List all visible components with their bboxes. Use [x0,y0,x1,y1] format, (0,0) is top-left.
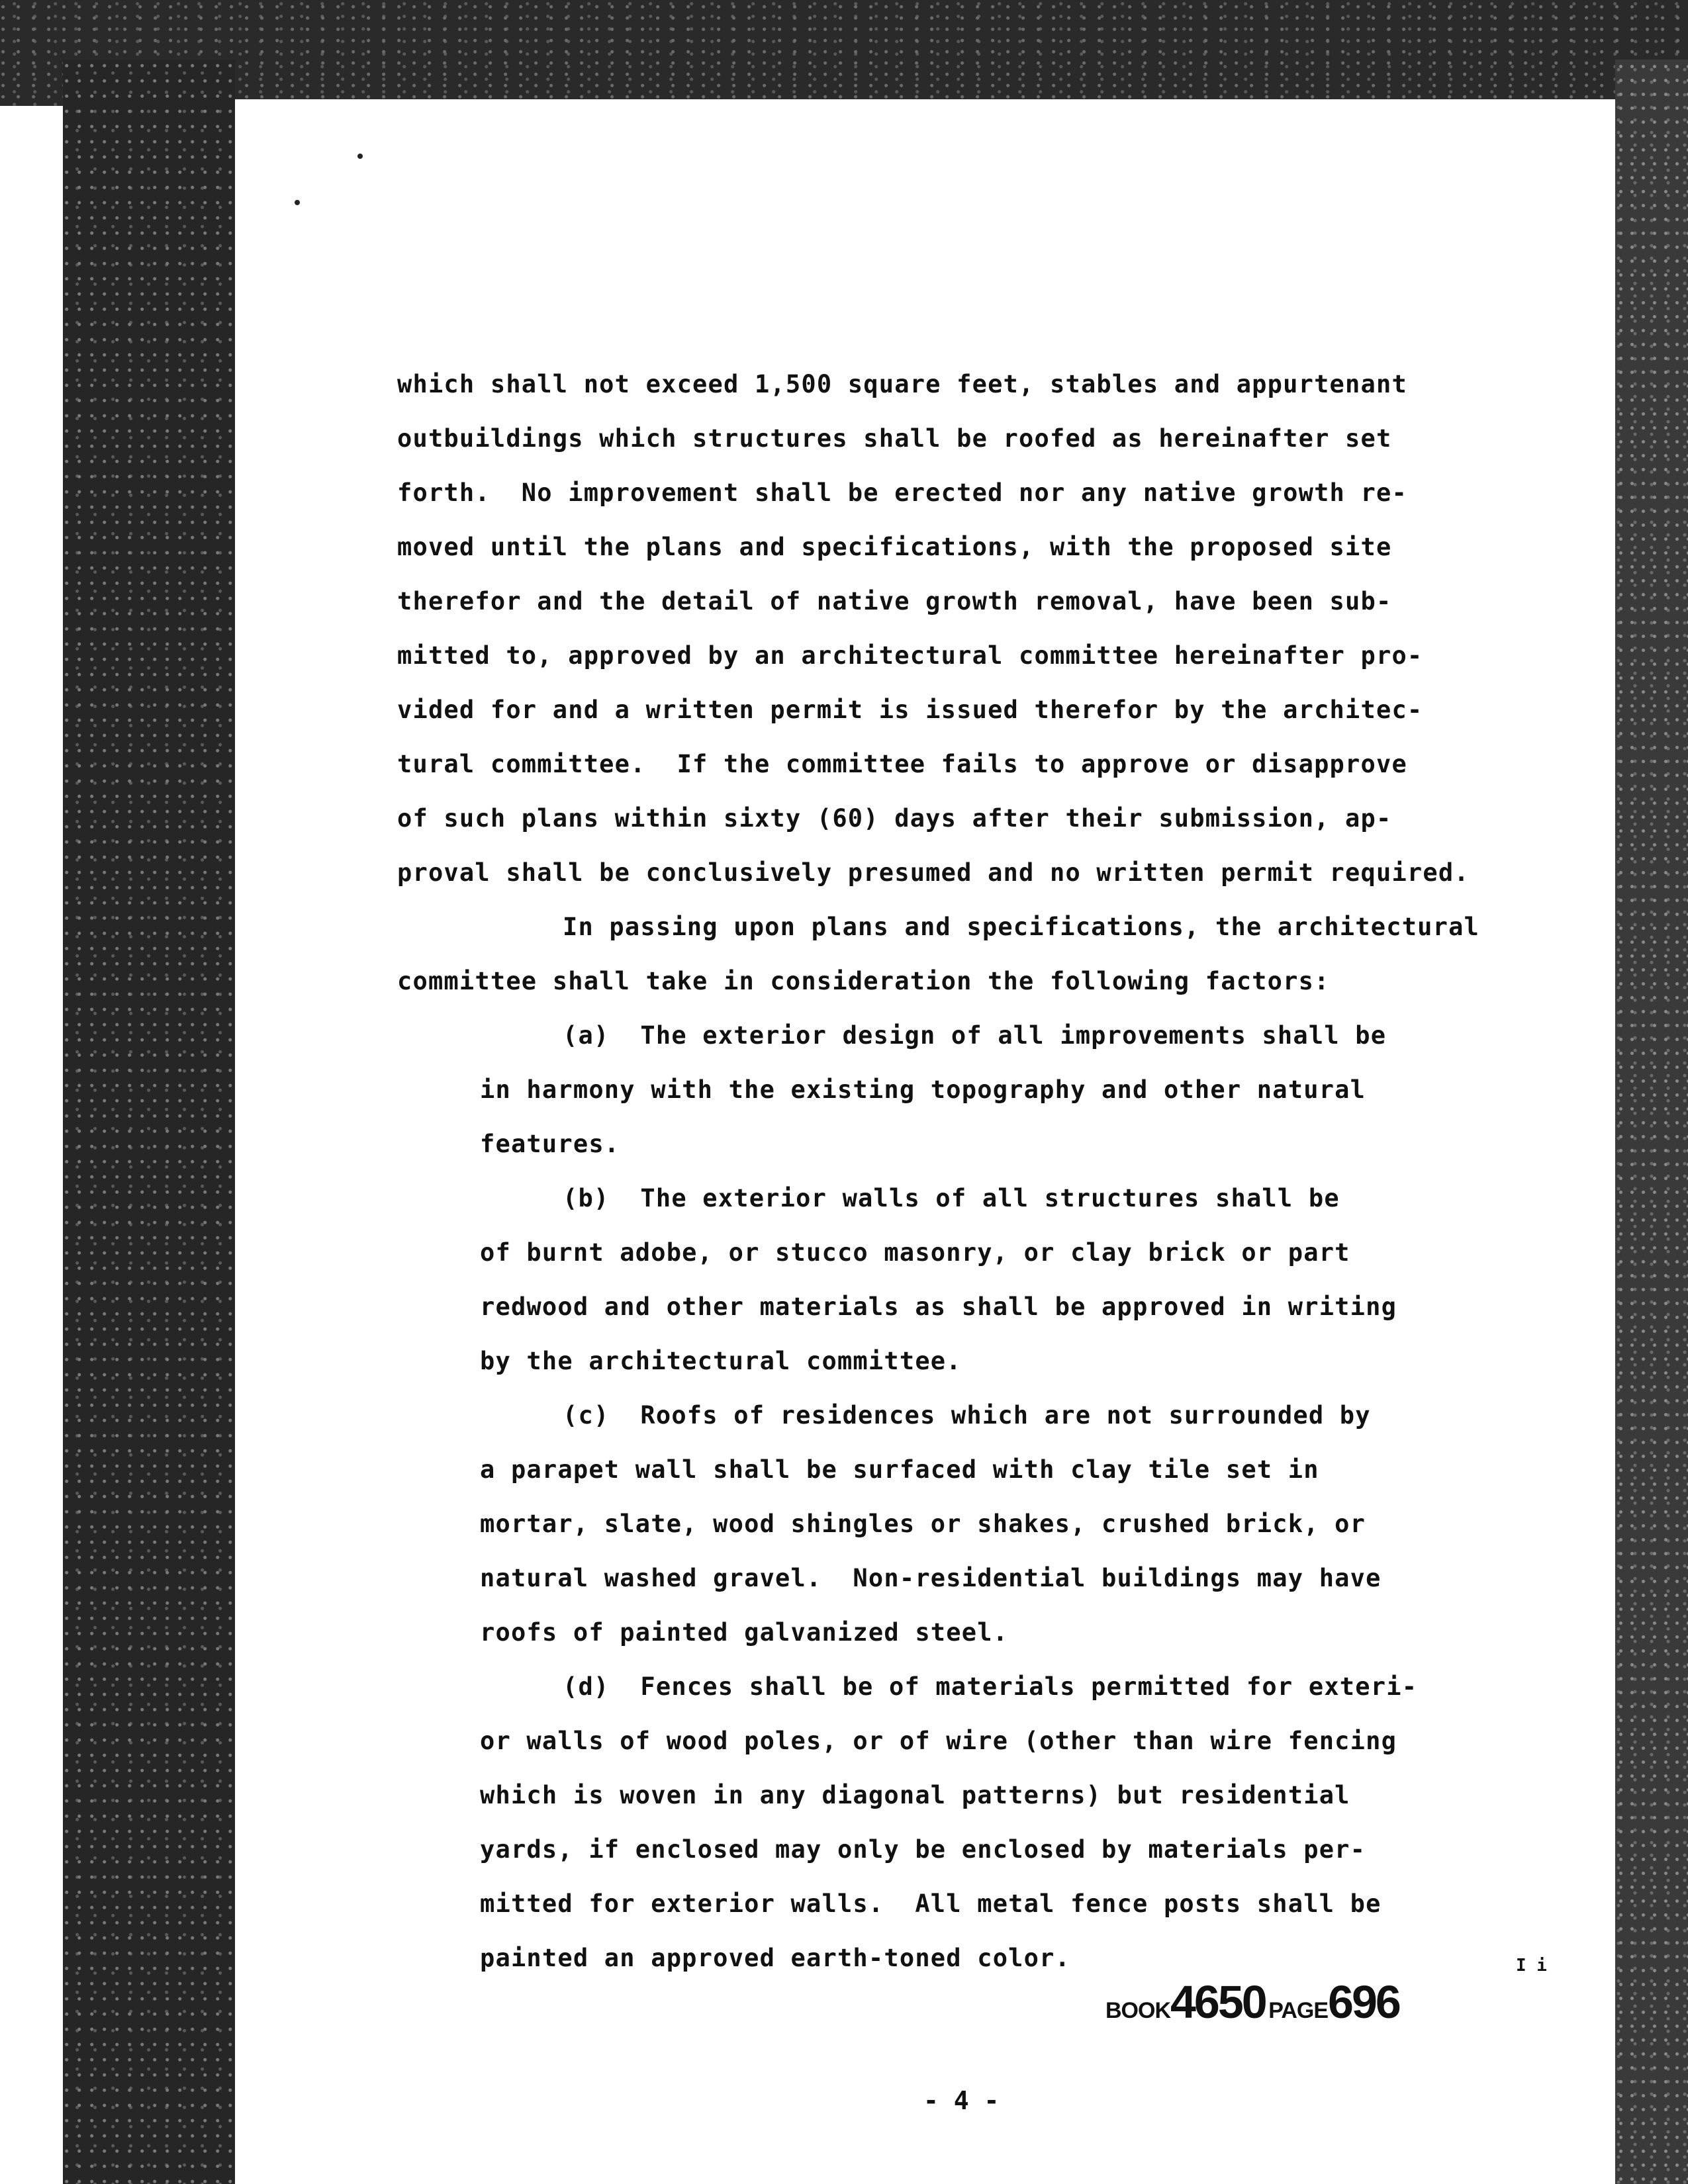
text-line: of burnt adobe, or stucco masonry, or clay brick or part [480,1238,1350,1267]
text-line: committee shall take in consideration the following factors: [397,967,1330,995]
text-line: which shall not exceed 1,500 square feet, stables and appurtenant [397,370,1407,398]
text-line: redwood and other materials as shall be approved in writing [480,1293,1397,1321]
text-line: by the architectural committee. [480,1347,962,1375]
text-line: moved until the plans and specifications, with the proposed site [397,533,1392,561]
book-number: 4650 [1170,1976,1266,2028]
text-line: tural committee. If the committee fails to approve or disapprove [397,750,1407,778]
text-line: (d) Fences shall be of materials permitted for exteri- [563,1672,1418,1701]
page-label: PAGE [1268,1998,1329,2023]
text-line: a parapet wall shall be surfaced with clay tile set in [480,1455,1319,1484]
text-line: (a) The exterior design of all improvements shall be [563,1021,1387,1050]
text-line: forth. No improvement shall be erected nor any native growth re- [397,478,1407,507]
book-label: BOOK [1105,1998,1170,2023]
book-page-stamp [1105,1976,1399,2028]
text-line: of such plans within sixty (60) days after their submission, ap- [397,804,1392,833]
text-line: proval shall be conclusively presumed and no written permit required. [397,858,1470,887]
factor-b [397,1171,1562,1388]
factor-c [397,1388,1562,1660]
page-number: - 4 - [923,2086,1000,2115]
scan-border-top [0,0,1688,106]
text-line: (c) Roofs of residences which are not surrounded by [563,1401,1371,1430]
text-line: In passing upon plans and specifications, the architectural [563,913,1480,941]
text-line: or walls of wood poles, or of wire (other than wire fencing [480,1727,1397,1755]
text-line: vided for and a written permit is issued therefor by the architec- [397,696,1423,724]
text-line: in harmony with the existing topography and other natural [480,1075,1366,1104]
text-line: mitted to, approved by an architectural committee hereinafter pro- [397,641,1423,670]
text-line: painted an approved earth-toned color. [480,1944,1071,1972]
text-line: mitted for exterior walls. All metal fence posts shall be [480,1889,1382,1918]
text-line: natural washed gravel. Non-residential buildings may have [480,1564,1382,1592]
page-number-stamp: 696 [1328,1976,1399,2028]
scan-speck [357,154,363,159]
corner-marks: I i [1516,1956,1547,1976]
paragraph-1 [397,357,1562,900]
text-line: therefor and the detail of native growth removal, have been sub- [397,587,1392,615]
text-line: mortar, slate, wood shingles or shakes, crushed brick, or [480,1510,1366,1538]
text-line: features. [480,1130,620,1158]
factor-d [397,1660,1562,1985]
text-line: roofs of painted galvanized steel. [480,1618,1009,1647]
text-line: outbuildings which structures shall be roofed as hereinafter set [397,424,1392,453]
text-line: yards, if enclosed may only be enclosed by materials per- [480,1835,1366,1864]
text-line: (b) The exterior walls of all structures shall be [563,1184,1340,1212]
scan-speck [295,200,300,205]
paragraph-2 [397,900,1562,1009]
document-body [397,357,1562,1985]
scan-left-edge [0,0,63,2184]
scan-border-left [63,60,235,2184]
factor-a [397,1009,1562,1171]
scan-border-right [1615,60,1688,2184]
text-line: which is woven in any diagonal patterns) but residential [480,1781,1350,1809]
scan-margin-bottom [235,2154,1615,2184]
